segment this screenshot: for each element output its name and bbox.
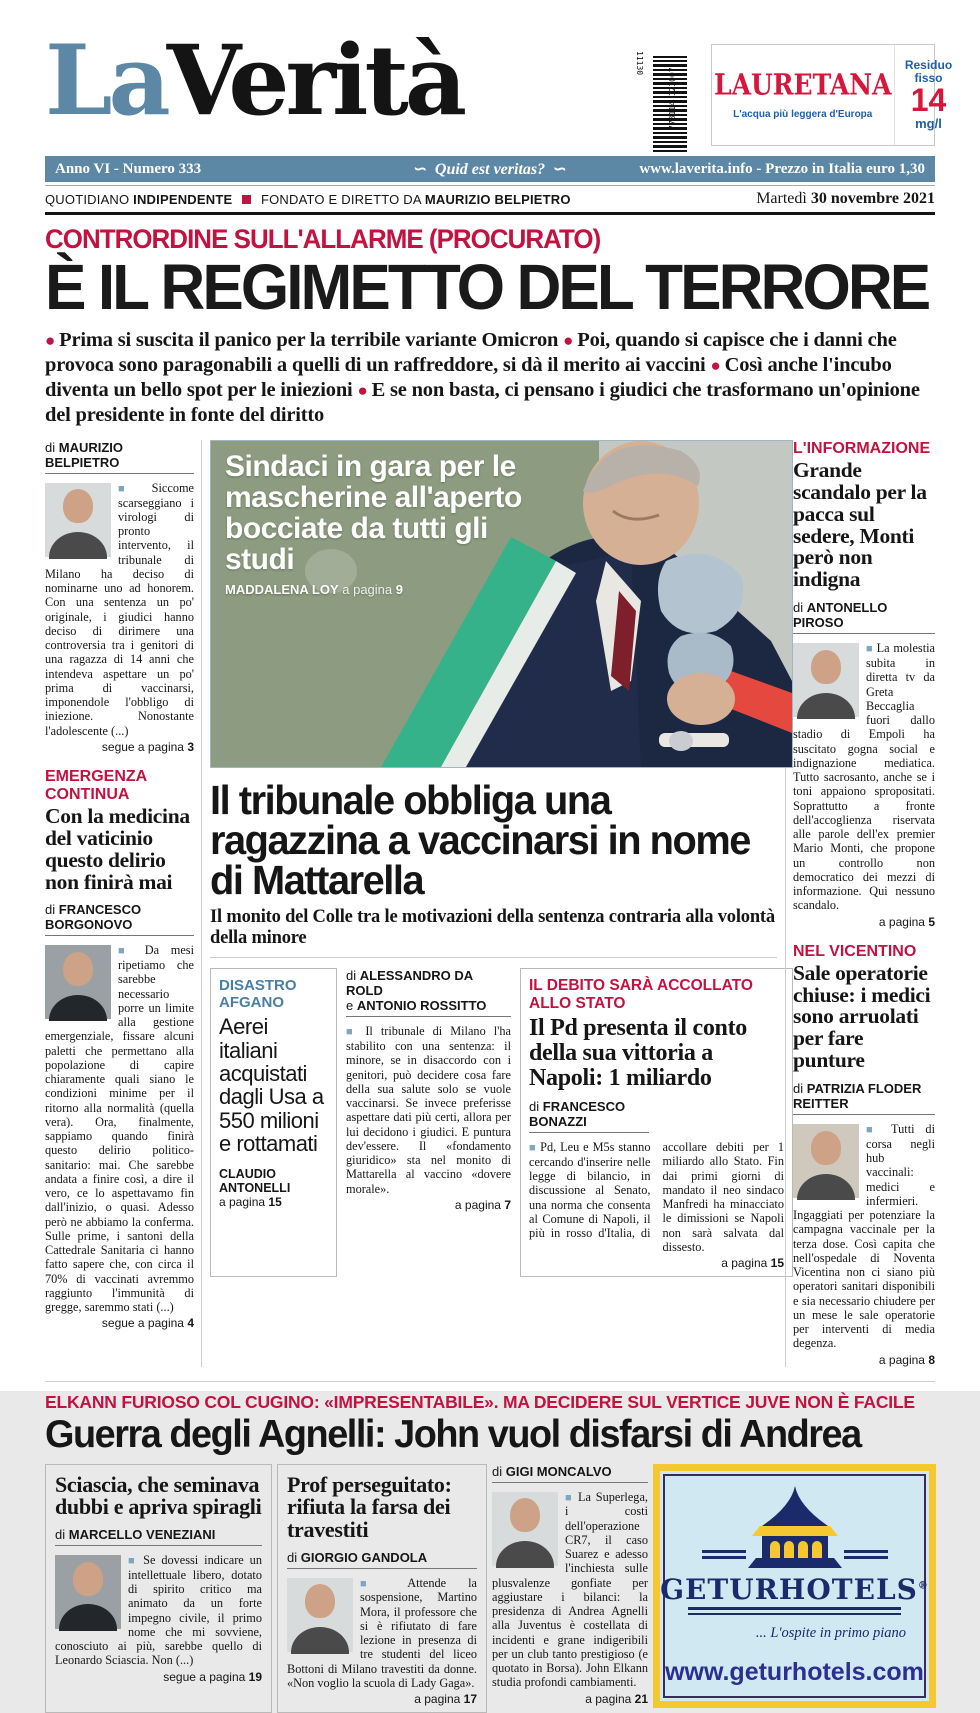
vicentino-headline: Sale operatorie chiuse: i medici sono arruolati per fare punture xyxy=(793,960,931,1073)
left-column xyxy=(45,440,202,1367)
byline-piroso: di ANTONELLO PIROSO xyxy=(793,600,935,634)
belpietro-photo xyxy=(45,483,111,557)
moncalvo-pageref: a pagina 21 xyxy=(585,1691,648,1706)
piroso-photo xyxy=(793,643,859,717)
tribunale-headline: Il tribunale obbliga una ragazzina a vaccinarsi in nome di Mattarella xyxy=(210,776,750,904)
lauretana-ad xyxy=(711,44,953,146)
byline-veneziani: di MARCELLO VENEZIANI xyxy=(55,1527,262,1546)
barcode-top-number: 11130 xyxy=(635,51,644,76)
red-square-icon xyxy=(242,195,251,204)
newspaper-logo xyxy=(45,24,639,137)
center-column xyxy=(202,440,785,1367)
barcode-side-number: 778114 123007 xyxy=(668,67,678,130)
moncalvo-photo xyxy=(492,1492,558,1566)
piroso-text: ■ La molestia subita in diretta tv da Greta Beccaglia fuori dallo stadio di Empoli ha suscitato gogna social e indignazione mediatica. Tutto sacrosanto, anche se i toni appaiono spropositati. Soprattutto a fronte dell'accoglienza riservata alle parole dell'ex premier Mario Monti, che propone un controllo non democratico dei mezzi di informazione. Qui nessuno scandalo. xyxy=(793,641,935,912)
lauretana-residuo-1: Residuo xyxy=(904,57,953,72)
gandola-box xyxy=(277,1464,487,1713)
belpietro-text: ■ Siccome scarseggiano i virologi di pronto intervento, il tribunale di Milano ha deciso di nominarne uno ad honorem. Con una sentenza un po' originale, i giudici hanno deciso di dirimere una controversia tra i genitori di una ragazza di 14 anni che intendeva aspettare un po' prima di vaccinarsi, imponendole l'obbligo di iniezione. Nonostante l'adolescente (...) xyxy=(45,481,194,738)
reitter-photo xyxy=(793,1124,859,1198)
gandola-photo xyxy=(287,1578,353,1652)
gandola-text: ■ Attende la sospensione, Martino Mora, il professore che si è rifiutato di fare lezione in presenza di tre studenti del liceo Bottoni di Milano travestiti da donne. «Non voglio la scuola di Lady Gaga». xyxy=(287,1576,477,1691)
deck-item: ● Poi, quando si capisce che i danni che provoca sono paragonabili a quelli di un raffreddore, si dà il merito ai vaccini xyxy=(45,329,897,376)
deck-item: ● E se non basta, ci pensano i giudici che trasformano un'opinione del presidente in fonte del diritto xyxy=(45,379,920,426)
geturhotels-house-icon xyxy=(700,1484,890,1576)
veneziani-photo xyxy=(55,1555,121,1629)
lauretana-tagline: L'acqua più leggera d'Europa xyxy=(733,109,873,120)
publisher-line xyxy=(45,192,571,207)
date: 30 novembre 2021 xyxy=(810,190,935,207)
photo-byline: MADDALENA LOY a pagina 9 xyxy=(225,581,403,597)
agnelli-headline: Guerra degli Agnelli: John vuol disfarsi di Andrea xyxy=(45,1412,861,1456)
geturhotels-brand: GETURHOTELS® xyxy=(660,1572,929,1606)
founded-label: FONDATO E DIRETTO DA xyxy=(260,191,422,207)
registered-mark: ® xyxy=(917,1580,929,1592)
lauretana-value: 14 xyxy=(910,82,947,119)
moncalvo-text: ■ La Superlega, i costi dell'operazione CR7, il caso Suarez e adesso l'inchiesta sulle plusvalenze gonfiate per aggiustare i bilanci: la presidenza di Andrea Agnelli alla Juventus è costellata di incidenti e grane indigeribili per un club tanto prestigioso (e quotato in Borsa). John Elkann studia profondi cambiamenti. xyxy=(492,1490,648,1690)
deck-item: ● Così anche l'incubo diventa un bello spot per le iniezioni xyxy=(45,354,892,401)
masthead-blue-bar xyxy=(45,156,935,182)
right-column xyxy=(785,440,935,1367)
bottom-row xyxy=(45,1464,935,1713)
main-grid xyxy=(45,440,935,1367)
lead-headline: È IL REGIMETTO DEL TERRORE xyxy=(45,251,929,323)
vicentino-kicker: NEL VICENTINO xyxy=(793,942,917,960)
deck-item: ● Prima si suscita il panico per la terribile variante Omicron xyxy=(45,329,558,351)
geturhotels-ad-inner xyxy=(660,1474,929,1698)
afgano-box xyxy=(210,968,337,1277)
photo-headline: Sindaci in gara per le mascherine all'aperto bocciate da tutti gli studi xyxy=(225,449,522,577)
info-bar xyxy=(45,185,935,215)
geturhotels-url: www.geturhotels.com xyxy=(665,1657,924,1686)
geturhotels-rule xyxy=(688,1607,900,1615)
sciascia-box xyxy=(45,1464,272,1713)
indipendente-label: INDIPENDENTE xyxy=(133,191,233,207)
issue-number: Anno VI - Numero 333 xyxy=(55,160,202,177)
darold-column xyxy=(346,968,511,1277)
byline-bonazzi: di FRANCESCO BONAZZI xyxy=(529,1099,649,1133)
masthead xyxy=(45,24,953,154)
site-and-price: www.laverita.info - Prezzo in Italia euro 1,30 xyxy=(639,160,925,177)
debito-kicker: IL DEBITO SARÀ ACCOLLATO ALLO STATO xyxy=(529,977,753,1013)
debito-box xyxy=(520,968,793,1277)
photo-overlay xyxy=(225,451,555,597)
geturhotels-ad xyxy=(653,1464,936,1708)
byline-darold: di ALESSANDRO DA ROLD e ANTONIO ROSSITTO xyxy=(346,968,511,1017)
emergenza-kicker: EMERGENZA CONTINUA xyxy=(45,767,147,803)
sciascia-headline: Sciascia, che seminava dubbi e apriva spiragli xyxy=(55,1471,262,1520)
byline-moncalvo: di GIGI MONCALVO xyxy=(492,1464,648,1483)
darold-pageref: a pagina 7 xyxy=(454,1197,511,1212)
borgonovo-article xyxy=(45,943,194,1330)
borgonovo-text: ■ Da mesi ripetiamo che sarebbe necessario porre un limite alla gestione emergenziale, fissare alcuni paletti che permettano alla popolazione di capire chiaramente quali siano le condizioni minime per il ritorno alla normalità (quella vera). Ora, finalmente, sappiamo quando finirà questo delirio politico-sanitario: mai. Che sarebbe andata a finire così, a dire il vero, ce lo aspettavamo fin dall'inizio, o quasi. Adesso però ne abbiamo la conferma. Sulle prime, i santoni della Cattedrale Sanitaria ci hanno fatto sapere che, con circa il 70% di vaccinati avremmo raggiunto l'immunità di gregge, saremmo stati (...) xyxy=(45,943,194,1314)
quotidiano-label: QUOTIDIANO xyxy=(45,191,130,207)
darold-text: ■ Il tribunale di Milano l'ha stabilito con una sentenza: il minore, se in disaccordo con i genitori, può decidere cosa fare della sua salute solo se vuole vaccinarsi. Se invece preferisse aspettare dati più certi, allora per lui decidono i giudici. E puntura dev'essere. Il «fondamento giuridico» sta nel monito di Mattarella al vaccino «dovere morale». xyxy=(346,1024,511,1196)
piroso-article xyxy=(793,641,935,928)
weekday: Martedì xyxy=(756,190,807,207)
afgano-headline: Aerei italiani acquistati dagli Usa a 550 milioni e rottamati xyxy=(219,1014,324,1156)
lauretana-unit: mg/l xyxy=(915,116,942,132)
reitter-pageref: a pagina 8 xyxy=(878,1352,935,1367)
belpietro-pageref: segue a pagina 3 xyxy=(101,739,194,754)
borgonovo-photo xyxy=(45,945,111,1019)
lauretana-residuo-2: fisso xyxy=(914,70,943,85)
informazione-kicker: L'INFORMAZIONE xyxy=(793,439,931,457)
sciascia-text: ■ Se dovessi indicare un intellettuale libero, dotato di spirito critico ma animato da un forte impegno civile, il primo nome che mi sovviene, conosciuto ai più, sarebbe quello di Leonardo Sciascia. Non (...) xyxy=(55,1553,262,1668)
geturhotels-tagline: ... L'ospite in primo piano xyxy=(755,1624,906,1641)
belpietro-article xyxy=(45,481,194,754)
afgano-byline: CLAUDIO ANTONELLI xyxy=(219,1167,291,1196)
borgonovo-pageref: segue a pagina 4 xyxy=(101,1316,194,1331)
gandola-pageref: a pagina 17 xyxy=(414,1692,477,1707)
afgano-kicker: DISASTRO AFGANO xyxy=(219,977,297,1012)
lauretana-ad-right xyxy=(894,45,963,145)
barcode xyxy=(635,42,701,154)
lauretana-brand: LAURETANA xyxy=(714,67,892,102)
informazione-headline: Grande scandalo per la pacca sul sedere, Monti però non indigna xyxy=(793,457,927,592)
lauretana-ad-left xyxy=(712,45,894,145)
debito-text: ■ Pd, Leu e M5s stanno cercando d'inserire nelle legge di bilancio, in discussione al Senato, una norma che consenta al Comune di Napoli, il più in rosso d'Italia, di accollare debiti per 1 miliardo allo Stato. Fin dai primi giorni di mandato il neo sindaco Manfredi ha minacciato le dimissioni se Napoli non sarà salvata dal dissesto. xyxy=(529,1140,784,1254)
center-subrow xyxy=(210,968,784,1277)
agnelli-kicker: ELKANN FURIOSO COL CUGINO: «IMPRESENTABILE». MA DECIDERE SUL VERTICE JUVE NON È FACILE xyxy=(45,1381,935,1413)
byline-reitter: di PATRIZIA FLODER REITTER xyxy=(793,1081,935,1115)
main-photo xyxy=(210,440,793,768)
issue-date xyxy=(756,190,935,208)
reitter-text: ■ Tutti di corsa negli hub vaccinali: medici e infermieri. Ingaggiati per potenziare la campagna vaccinale per la terza dose. Così capita che nell'ospedale di Noventa Vicentina non ci siano più operatori sanitari disponibili e sia necessario chiudere per un mese le sale operatorie per interventi di media degenza. xyxy=(793,1122,935,1351)
piroso-pageref: a pagina 5 xyxy=(878,914,935,929)
reitter-article xyxy=(793,1122,935,1367)
debito-headline: Il Pd presenta il conto della sua vittoria a Napoli: 1 miliardo xyxy=(529,1015,747,1092)
director-name: MAURIZIO BELPIETRO xyxy=(424,191,571,207)
lead-deck xyxy=(45,328,935,428)
logo-la: La xyxy=(45,24,167,137)
emergenza-headline: Con la medicina del vaticinio questo delirio non finirà mai xyxy=(45,803,190,894)
logo-verita: Verità xyxy=(166,24,464,137)
byline-gandola: di GIORGIO GANDOLA xyxy=(287,1550,477,1569)
motto: ∽ Quid est veritas? ∽ xyxy=(413,159,566,179)
sciascia-pageref: segue a pagina 19 xyxy=(163,1669,262,1684)
gandola-headline: Prof perseguitato: rifiuta la farsa dei travestiti xyxy=(287,1471,452,1542)
byline-belpietro: di MAURIZIO BELPIETRO xyxy=(45,440,194,474)
lead-kicker: CONTRORDINE SULL'ALLARME (PROCURATO) xyxy=(45,224,601,254)
moncalvo-column xyxy=(492,1464,648,1713)
afgano-pageref: a pagina 15 xyxy=(219,1195,282,1210)
tribunale-deck: Il monito del Colle tra le motivazioni della sentenza contraria alla volontà della minore xyxy=(210,907,777,958)
debito-pageref: a pagina 15 xyxy=(721,1256,784,1271)
byline-borgonovo: di FRANCESCO BORGONOVO xyxy=(45,902,194,936)
